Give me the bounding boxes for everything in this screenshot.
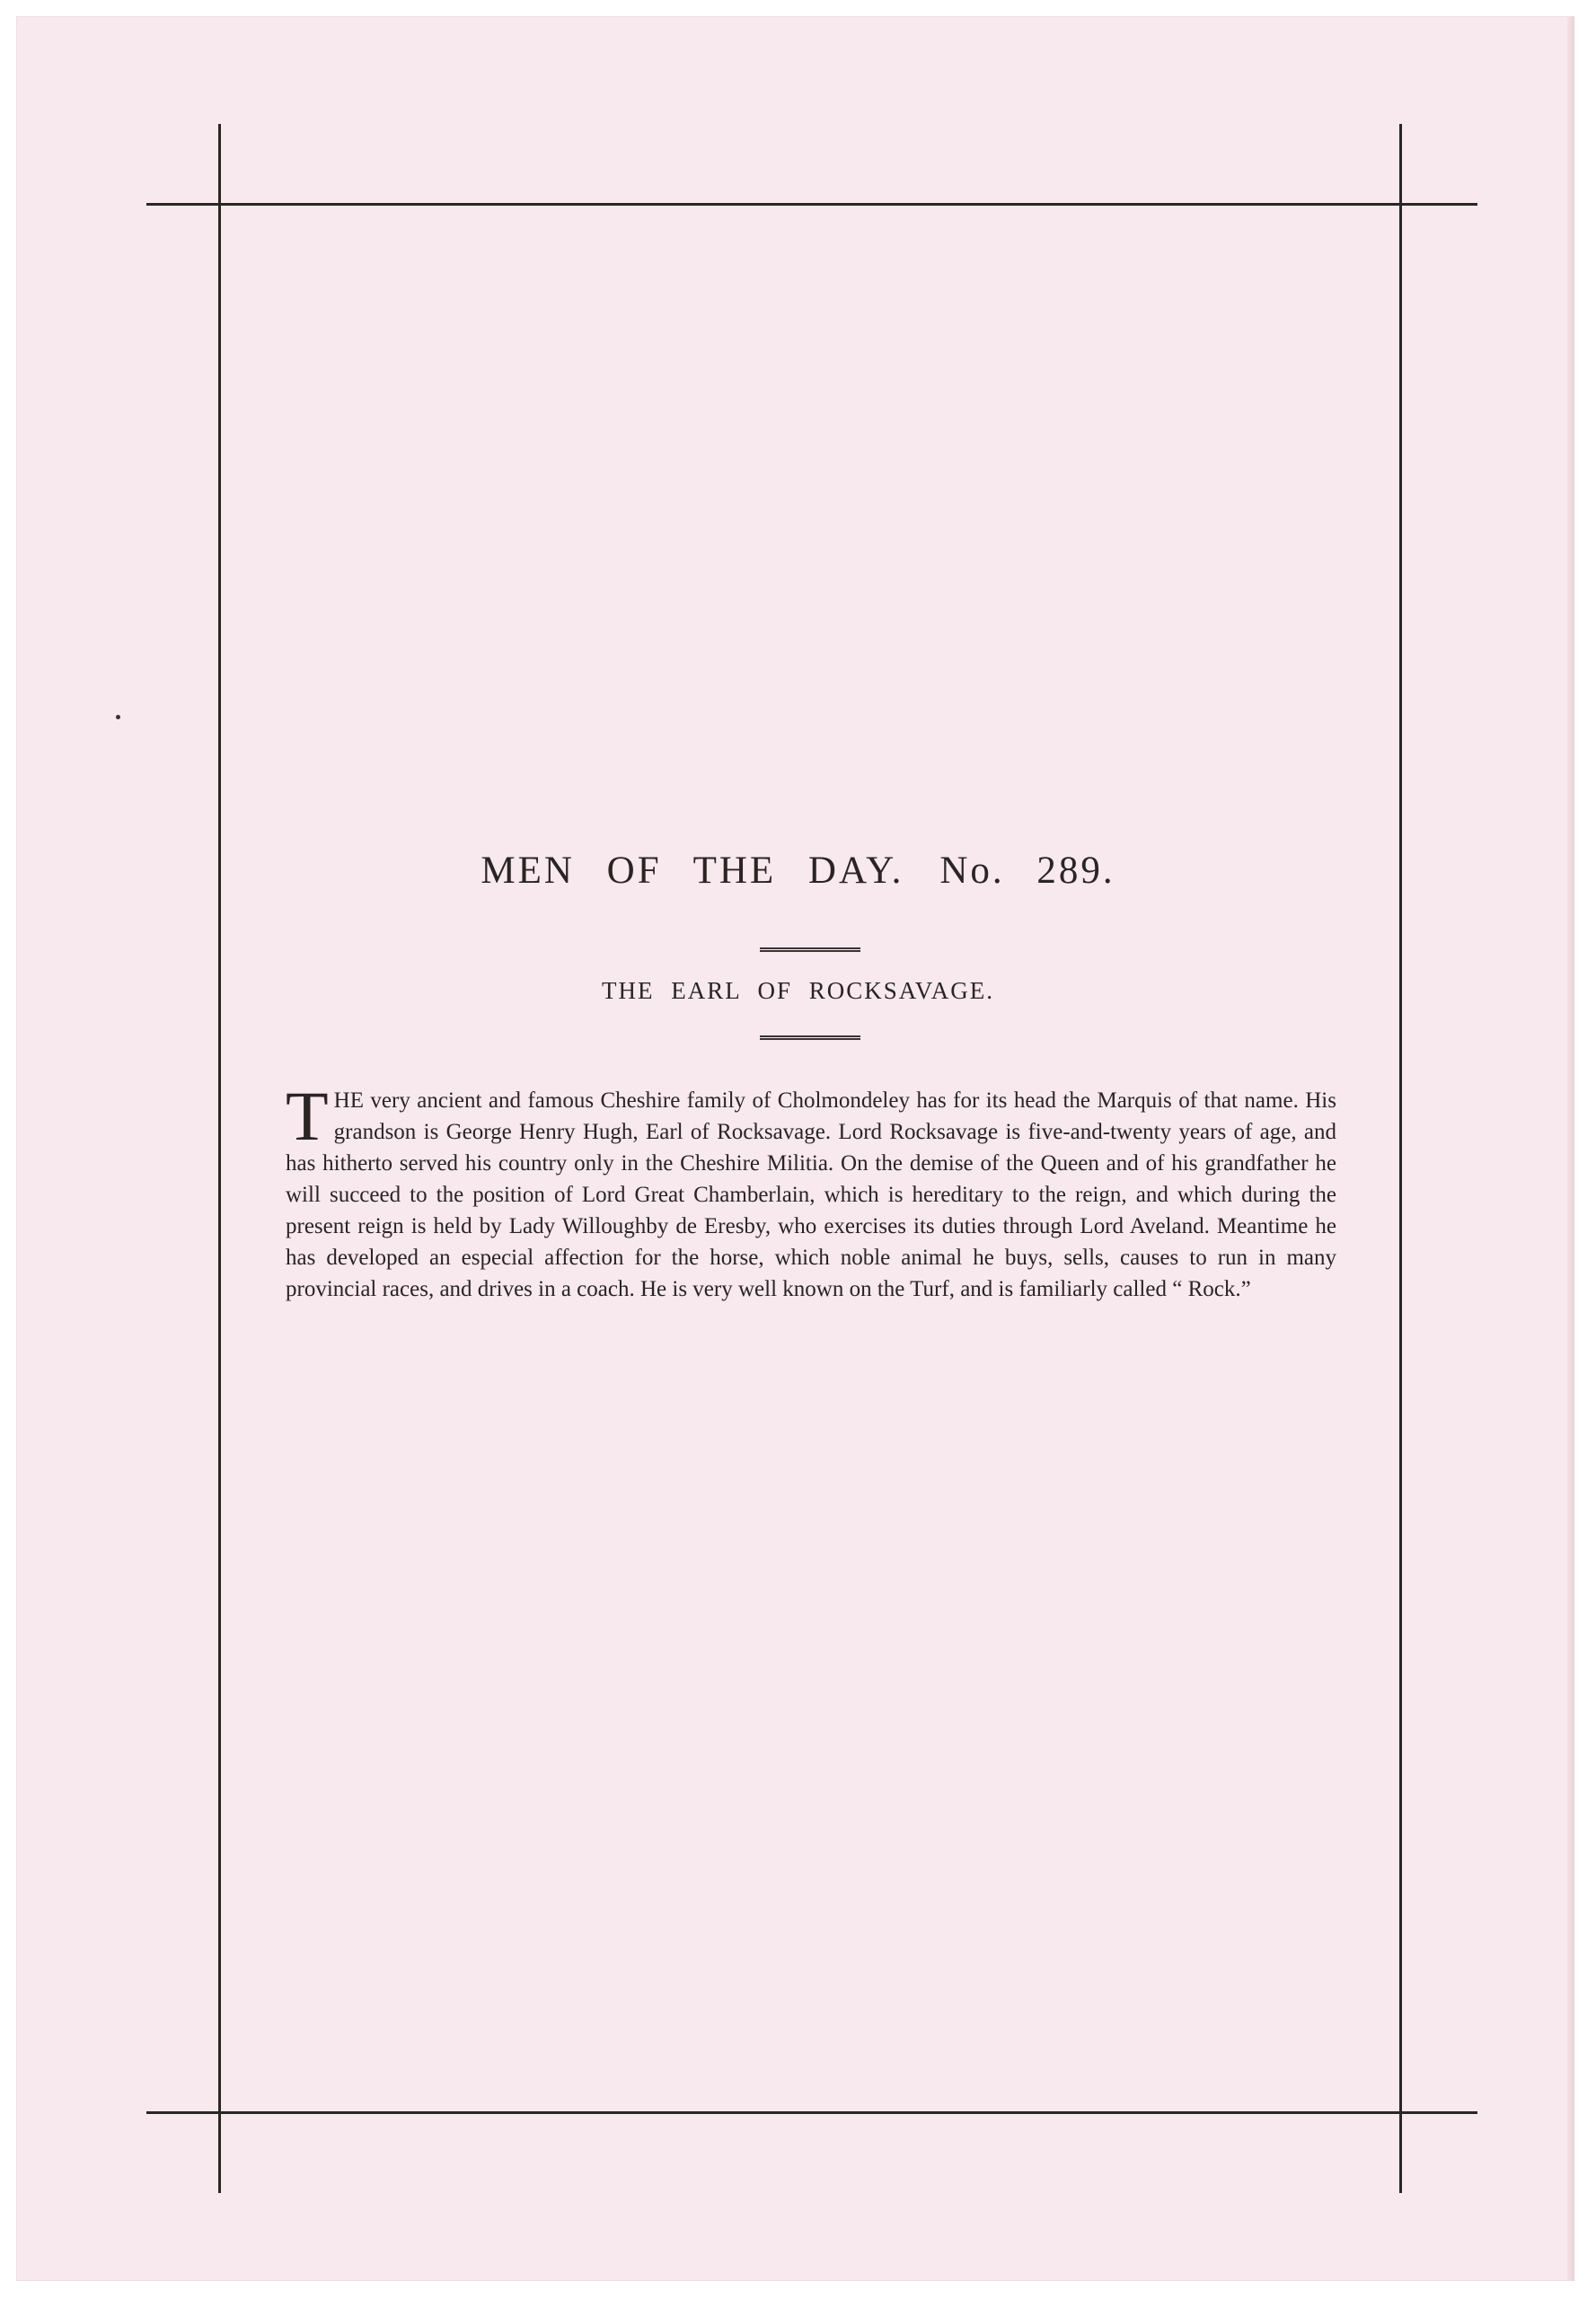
title-text: MEN OF THE DAY. bbox=[481, 850, 904, 892]
frame-top-rule bbox=[146, 203, 1477, 206]
page-title bbox=[0, 849, 1596, 893]
ink-speck bbox=[116, 715, 120, 719]
article-body bbox=[286, 1077, 1336, 1305]
subtitle-divider bbox=[760, 1035, 860, 1040]
frame-right-rule bbox=[1399, 124, 1402, 2193]
subtitle: THE EARL OF ROCKSAVAGE. bbox=[601, 977, 995, 1004]
article-text: HE very ancient and famous Cheshire family of Cholmondeley has for its head the Marquis of that name. His grandson is George Henry Hugh, Earl of Rocksavage. Lord Rocksavage is five-and-twenty years of age, and has hitherto served his country only in the Cheshire Militia. On the demise of the Queen and of his grandfather he will succeed to the position of Lord Great Chamberlain, which is hereditary to the reign, and which during the present reign is held by Lady Willoughby de Eresby, who exercises its duties through Lord Aveland. Meantime he has developed an especial affection for the horse, which noble animal he buys, sells, causes to run in many provincial races, and drives in a coach. He is very well known on the Turf, and is familiarly called “ Rock.” bbox=[286, 1088, 1336, 1301]
frame-left-rule bbox=[218, 124, 221, 2193]
title-divider bbox=[760, 947, 860, 952]
issue-number: No. 289. bbox=[939, 850, 1115, 892]
frame-bottom-rule bbox=[146, 2111, 1477, 2114]
drop-cap: T bbox=[286, 1077, 329, 1155]
page-edge bbox=[1567, 16, 1574, 2281]
